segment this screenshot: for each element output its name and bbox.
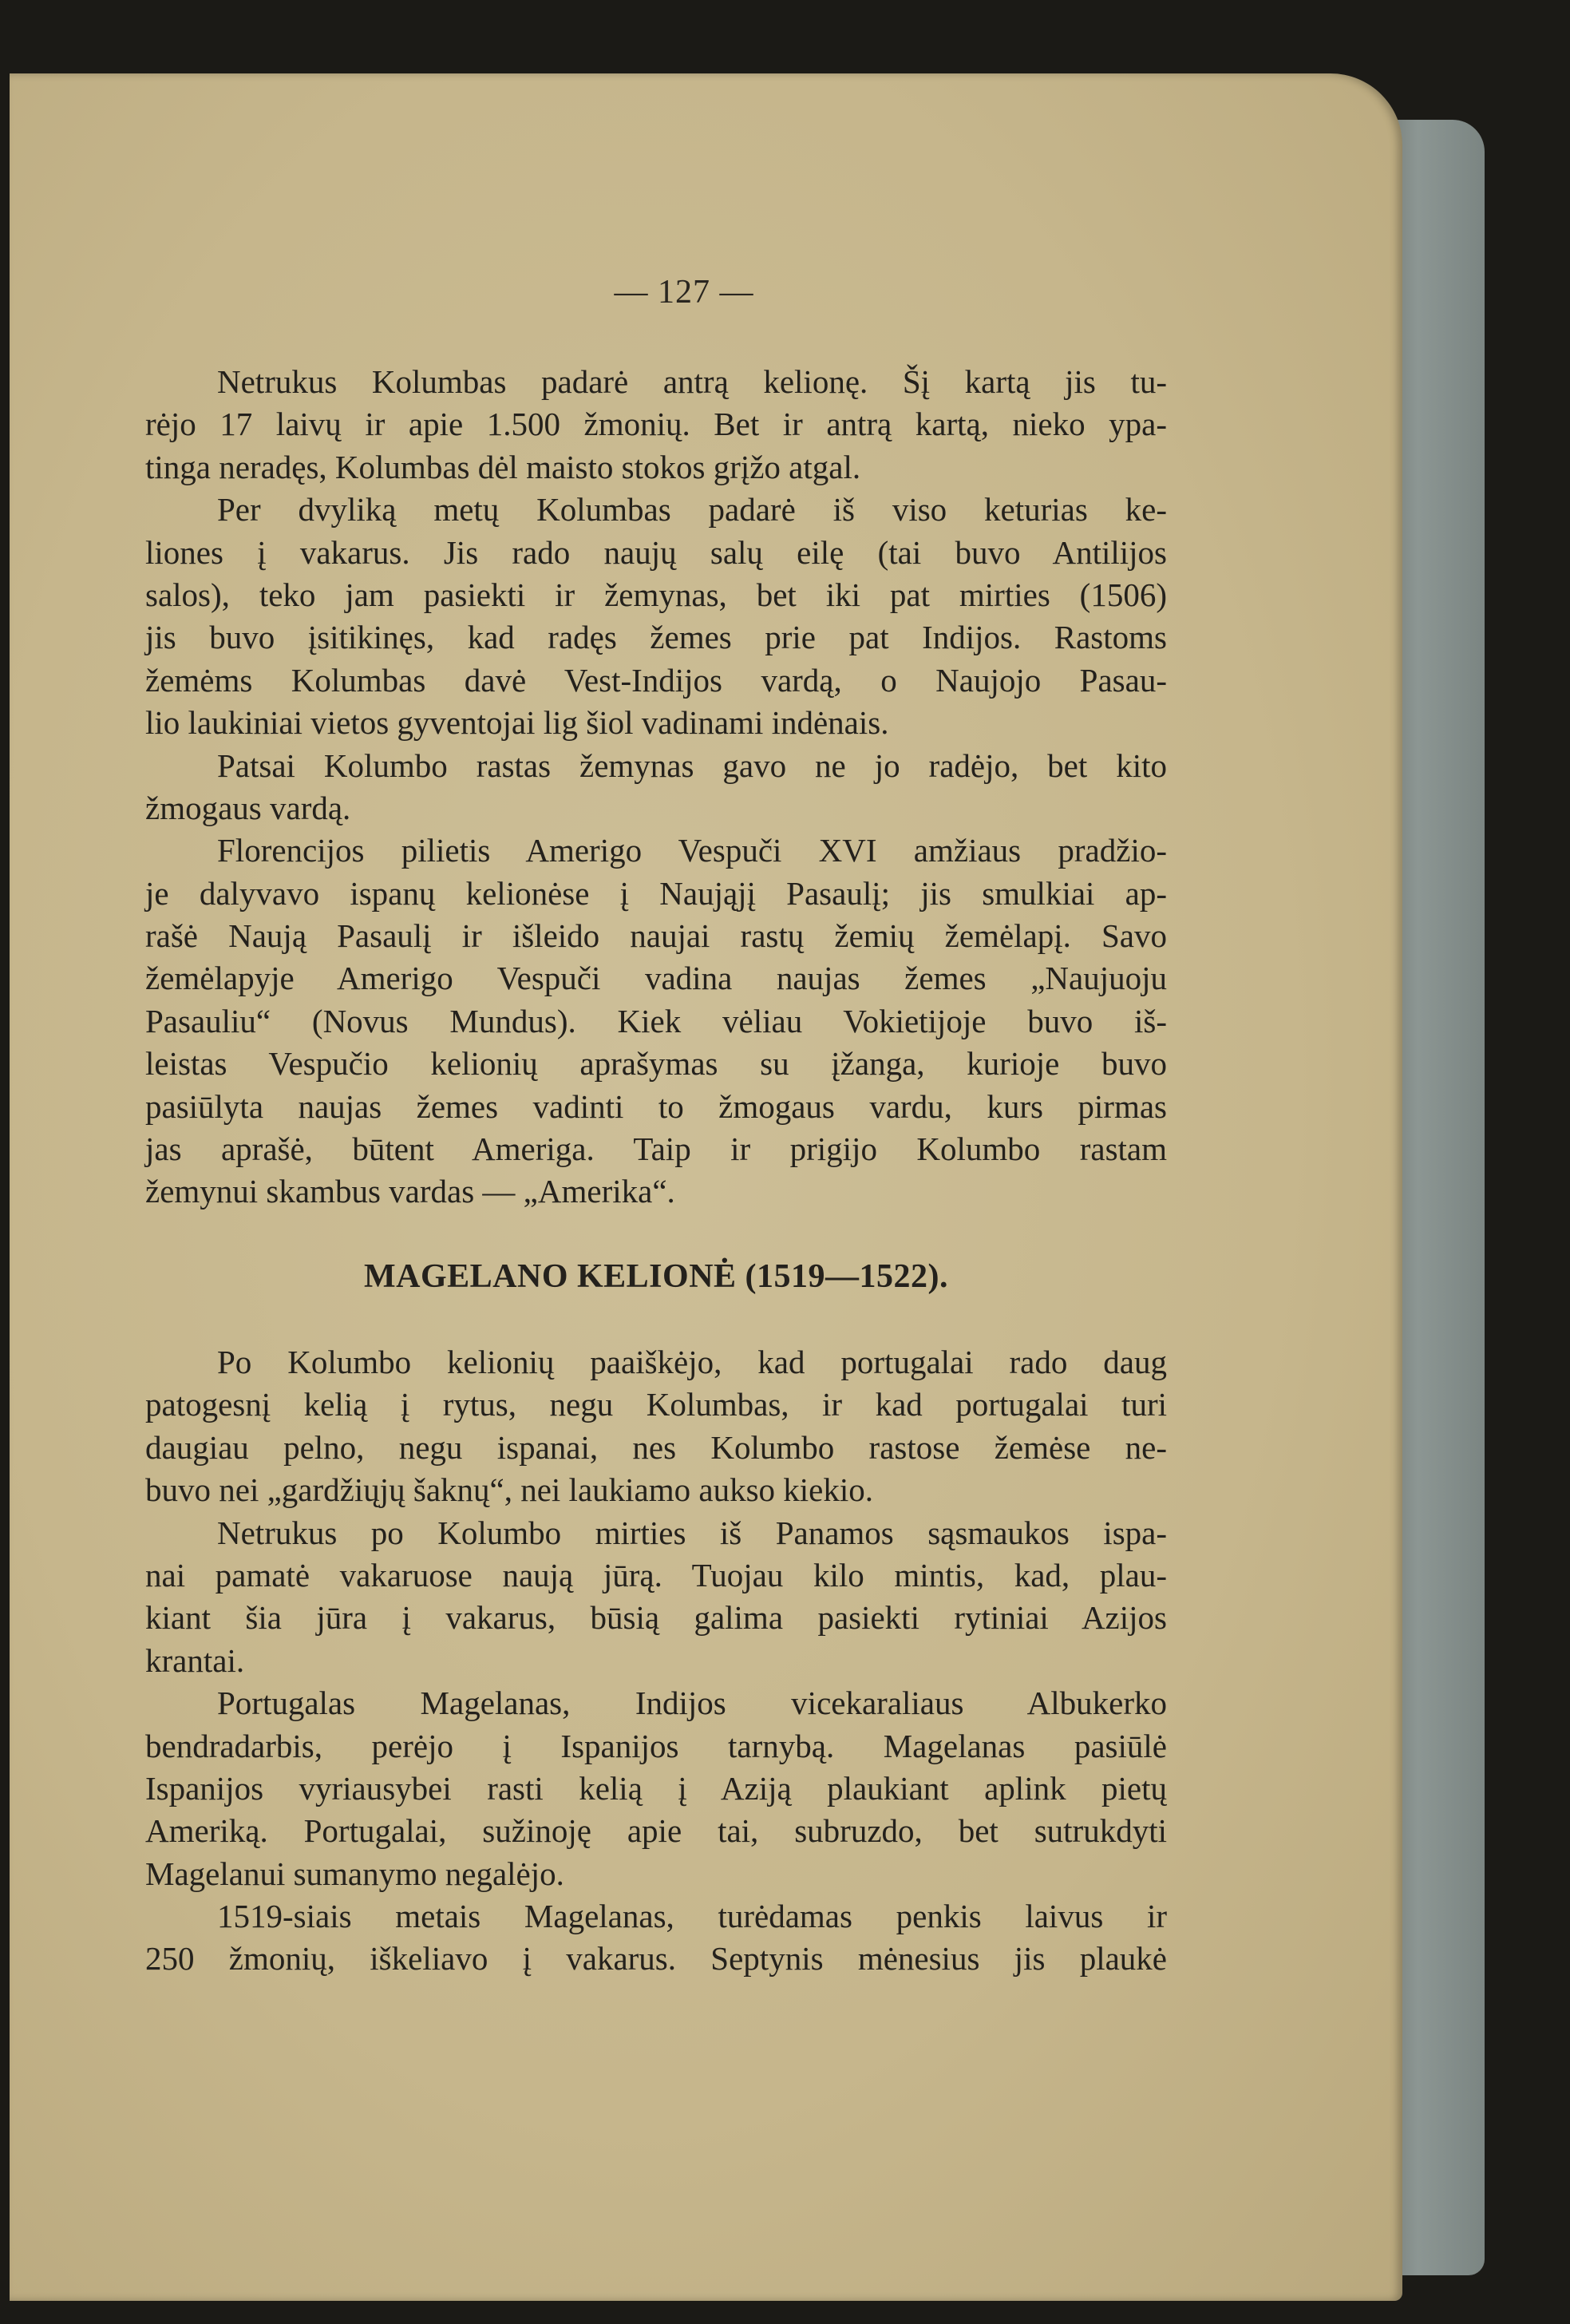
paragraph-line: 1519-siais metais Magelanas, turėdamas penkis laivus ir	[217, 1898, 1167, 1935]
paragraph-line: jas aprašė, būtent Ameriga. Taip ir prigijo Kolumbo rastam	[145, 1130, 1167, 1168]
section-heading: MAGELANO KELIONĖ (1519—1522).	[363, 1258, 949, 1296]
paragraph-line: Magelanui sumanymo negalėjo.	[145, 1855, 564, 1892]
page-number: — 127 —	[614, 274, 754, 311]
paragraph-line: nai pamatė vakaruose naują jūrą. Tuojau kilo mintis, kad, plau-	[145, 1556, 1167, 1594]
paragraph-line: Patsai Kolumbo rastas žemynas gavo ne jo radėjo, bet kito	[217, 746, 1167, 784]
paragraph-line: patogesnį kelią į rytus, negu Kolumbas, ir kad portugalai turi	[145, 1386, 1167, 1423]
paragraph-line: Po Kolumbo kelionių paaiškėjo, kad portugalai rado daug	[217, 1343, 1167, 1380]
paragraph-line: leistas Vespučio kelionių aprašymas su įžanga, kurioje buvo	[145, 1045, 1167, 1083]
paragraph-line: žemynui skambus vardas — „Amerika“.	[145, 1173, 675, 1210]
paragraph-line: kiant šia jūra į vakarus, būsią galima pasiekti rytiniai Azijos	[145, 1599, 1167, 1637]
paragraph-line: žmogaus vardą.	[145, 789, 351, 826]
paragraph-line: liones į vakarus. Jis rado naujų salų eilę (tai buvo Antilijos	[145, 533, 1167, 571]
paragraph-line: rašė Naują Pasaulį ir išleido naujai rastų žemių žemėlapį. Savo	[145, 917, 1167, 955]
paragraph-line: žemėms Kolumbas davė Vest-Indijos vardą, o Naujojo Pasau-	[145, 661, 1167, 699]
paragraph-line: Florencijos pilietis Amerigo Vespuči XVI amžiaus pradžio-	[217, 832, 1167, 869]
paragraph-line: je dalyvavo ispanų kelionėse į Naująjį Pasaulį; jis smulkiai ap-	[145, 874, 1167, 912]
paragraph-line: salos), teko jam pasiekti ir žemynas, bet iki pat mirties (1506)	[145, 576, 1167, 613]
paragraph-line: 250 žmonių, iškeliavo į vakarus. Septynis mėnesius jis plaukė	[145, 1940, 1167, 1978]
paragraph-line: pasiūlyta naujas žemes vadinti to žmogaus vardu, kurs pirmas	[145, 1087, 1167, 1125]
blank-line	[145, 1299, 1167, 1341]
paragraph-line: Portugalas Magelanas, Indijos vicekaraliaus Albukerko	[217, 1685, 1167, 1722]
paragraph-line: Netrukus po Kolumbo mirties iš Panamos sąsmaukos ispa-	[217, 1514, 1167, 1551]
paragraph-line: Netrukus Kolumbas padarė antrą kelionę. Šį kartą jis tu-	[217, 363, 1167, 400]
paragraph-line: Ameriką. Portugalai, sužinoję apie tai, subruzdo, bet sutrukdyti	[145, 1812, 1167, 1850]
paragraph-line: Ispanijos vyriausybei rasti kelią į Aziją plaukiant aplink pietų	[145, 1769, 1167, 1807]
paragraph-line: buvo nei „gardžiųjų šaknų“, nei laukiamo aukso kiekio.	[145, 1471, 874, 1509]
paragraph-line: daugiau pelno, negu ispanai, nes Kolumbo rastose žemėse ne-	[145, 1428, 1167, 1466]
page-body-text	[145, 361, 1167, 1981]
paragraph-line: Per dvyliką metų Kolumbas padarė iš viso keturias ke-	[217, 491, 1167, 529]
paragraph-line: krantai.	[145, 1641, 245, 1679]
paragraph-line: jis buvo įsitikinęs, kad radęs žemes prie pat Indijos. Rastoms	[145, 619, 1167, 656]
paragraph-line: bendradarbis, perėjo į Ispanijos tarnybą. Magelanas pasiūlė	[145, 1727, 1167, 1764]
paragraph-line: rėjo 17 laivų ir apie 1.500 žmonių. Bet ir antrą kartą, nieko ypa-	[145, 406, 1167, 443]
blank-line	[145, 1213, 1167, 1256]
paragraph-line: lio laukiniai vietos gyventojai lig šiol vadinami indėnais.	[145, 704, 889, 742]
paragraph-line: žemėlapyje Amerigo Vespuči vadina naujas žemes „Naujuoju	[145, 960, 1167, 997]
paragraph-line: tinga neradęs, Kolumbas dėl maisto stokos grįžo atgal.	[145, 448, 861, 485]
paragraph-line: Pasauliu“ (Novus Mundus). Kiek vėliau Vokietijoje buvo iš-	[145, 1002, 1167, 1039]
